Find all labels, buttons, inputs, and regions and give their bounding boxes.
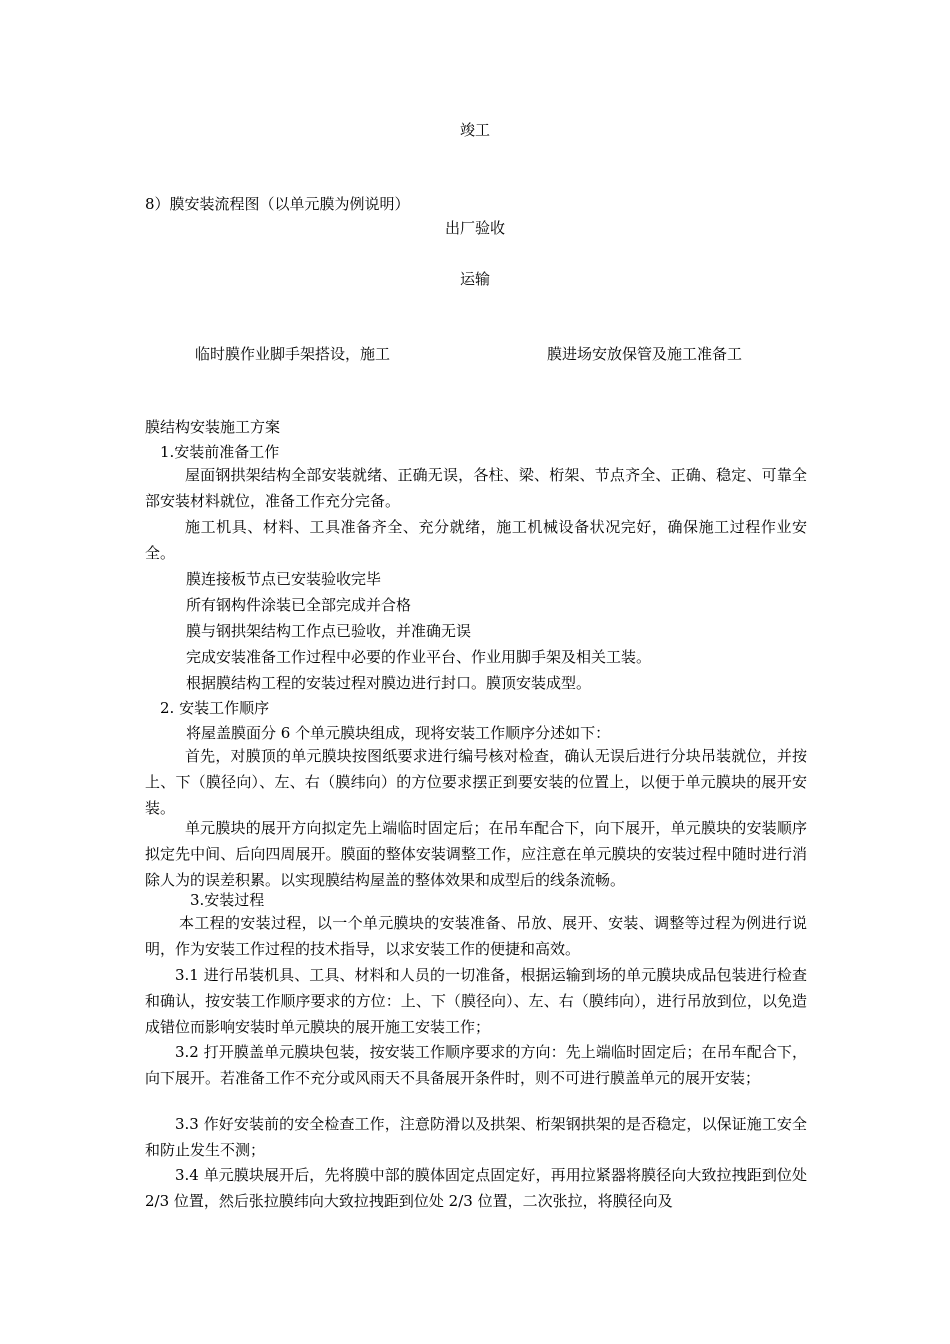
- section-1-item-work-points: 膜与钢拱架结构工作点已验收，并准确无误: [186, 622, 472, 640]
- section-1-item-coating: 所有钢构件涂装已全部完成并合格: [186, 596, 412, 614]
- section-1-heading: 1.安装前准备工作: [160, 443, 280, 461]
- flowchart-heading: 8）膜安装流程图（以单元膜为例说明）: [145, 195, 410, 213]
- flow-step-transport: 运输: [459, 270, 490, 288]
- section-3-paragraph-3-1: 3.1 进行吊装机具、工具、材料和人员的一切准备，根据运输到场的单元膜块成品包装进行检查和确认，按安装工作顺序要求的方位：上、下（膜径向）、左、右（膜纬向），进行吊放到位，以免造成错位而影响安装时单元膜块的展开施工安装工作；: [145, 966, 807, 1036]
- section-3-paragraph-3-4: 3.4 单元膜块展开后，先将膜中部的膜体固定点固定好，再用拉紧器将膜径向大致拉拽距到位处 2/3 位置，然后张拉膜纬向大致拉拽距到位处 2/3 位置，二次张拉，将膜径向及: [145, 1166, 807, 1210]
- section-3-paragraph-3-3: 3.3 作好安装前的安全检查工作，注意防滑以及拱架、桁架钢拱架的是否稳定，以保证施工安全和防止发生不测；: [145, 1115, 807, 1159]
- flow-step-factory-check: 出厂验收: [444, 219, 505, 237]
- section-1-paragraph-1: 屋面钢拱架结构全部安装就绪、正确无误，各柱、梁、桁架、节点齐全、正确、稳定、可靠全部安装材料就位，准备工作充分完备。: [145, 466, 807, 510]
- section-1-item-platforms: 完成安装准备工作过程中必要的作业平台、作业用脚手架及相关工装。: [186, 648, 652, 666]
- section-1-item-connection-plates: 膜连接板节点已安装验收完毕: [186, 570, 382, 588]
- flow-step-scaffold: 临时膜作业脚手架搭设，施工: [195, 345, 391, 363]
- section-3-heading: 3.安装过程: [190, 891, 265, 909]
- section-1-paragraph-2: 施工机具、材料、工具准备齐全、充分就绪，施工机械设备状况完好，确保施工过程作业安全。: [145, 518, 807, 562]
- section-3-paragraph-3-2: 3.2 打开膜盖单元膜块包装，按安装工作顺序要求的方向：先上端临时固定后；在吊车配合下，向下展开。若准备工作不充分或风雨天不具备展开条件时，则不可进行膜盖单元的展开安装；: [145, 1043, 807, 1087]
- section-3-paragraph-intro: 本工程的安装过程，以一个单元膜块的安装准备、吊放、展开、安装、调整等过程为例进行说明，作为安装工作过程的技术指导，以求安装工作的便捷和高效。: [145, 914, 807, 958]
- section-2-paragraph-3: 单元膜块的展开方向拟定先上端临时固定后；在吊车配合下，向下展开，单元膜块的安装顺序拟定先中间、后向四周展开。膜面的整体安装调整工作，应注意在单元膜块的安装过程中随时进行消除人为的误差积累。以实现膜结构屋盖的整体效果和成型后的线条流畅。: [145, 819, 807, 889]
- flow-step-site-storage: 膜进场安放保管及施工准备工: [547, 345, 743, 363]
- doc-title: 膜结构安装施工方案: [145, 418, 281, 436]
- section-2-paragraph-2: 首先，对膜顶的单元膜块按图纸要求进行编号核对检查，确认无误后进行分块吊装就位，并按上、下（膜径向）、左、右（膜纬向）的方位要求摆正到要安装的位置上，以便于单元膜块的展开安装。: [145, 747, 807, 817]
- flow-step-completion: 竣工: [459, 121, 490, 139]
- section-1-item-edge-sealing: 根据膜结构工程的安装过程对膜边进行封口。膜顶安装成型。: [186, 674, 592, 692]
- section-2-paragraph-1: 将屋盖膜面分 6 个单元膜块组成，现将安装工作顺序分述如下：: [186, 724, 611, 742]
- section-2-heading: 2. 安装工作顺序: [160, 699, 270, 717]
